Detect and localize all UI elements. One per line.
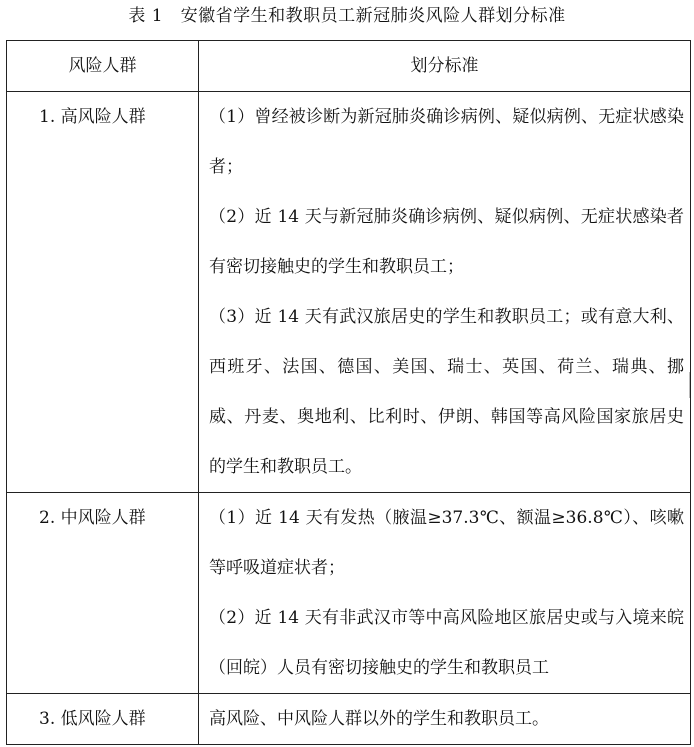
criterion-low-1: 高风险、中风险人群以外的学生和教职员工。	[209, 709, 549, 729]
table-row-high-risk	[7, 92, 691, 493]
criteria-low-risk	[199, 694, 691, 745]
header-risk-group: 风险人群	[7, 41, 199, 92]
group-low-risk: 3. 低风险人群	[7, 694, 199, 745]
table-caption: 表 1 安徽省学生和教职员工新冠肺炎风险人群划分标准	[128, 6, 566, 26]
criterion-high-3: （3）近 14 天有武汉旅居史的学生和教职员工；或有意大利、西班牙、法国、德国、美国、瑞士、英国、荷兰、瑞典、挪威、丹麦、奥地利、比利时、伊朗、韩国等高风险国家旅居史的学生和教职员工。	[209, 307, 684, 477]
page-edge-marker	[689, 372, 694, 398]
criterion-medium-2: （2）近 14 天有非武汉市等中高风险地区旅居史或与入境来皖（回皖）人员有密切接触史的学生和教职员工	[209, 608, 684, 678]
table-header-row	[7, 41, 691, 92]
risk-group-table	[6, 40, 691, 745]
criterion-medium-1: （1）近 14 天有发热（腋温≥37.3℃、额温≥36.8℃）、咳嗽等呼吸道症状者；	[209, 508, 684, 578]
group-medium-risk: 2. 中风险人群	[7, 493, 199, 694]
header-criteria: 划分标准	[199, 41, 691, 92]
table-row-low-risk	[7, 694, 691, 745]
criterion-high-1: （1）曾经被诊断为新冠肺炎确诊病例、疑似病例、无症状感染者；	[209, 107, 684, 177]
group-high-risk: 1. 高风险人群	[7, 92, 199, 493]
criteria-high-risk	[199, 92, 691, 493]
criterion-high-2: （2）近 14 天与新冠肺炎确诊病例、疑似病例、无症状感染者有密切接触史的学生和教职员工；	[209, 207, 684, 277]
table-row-medium-risk	[7, 493, 691, 694]
criteria-medium-risk	[199, 493, 691, 694]
